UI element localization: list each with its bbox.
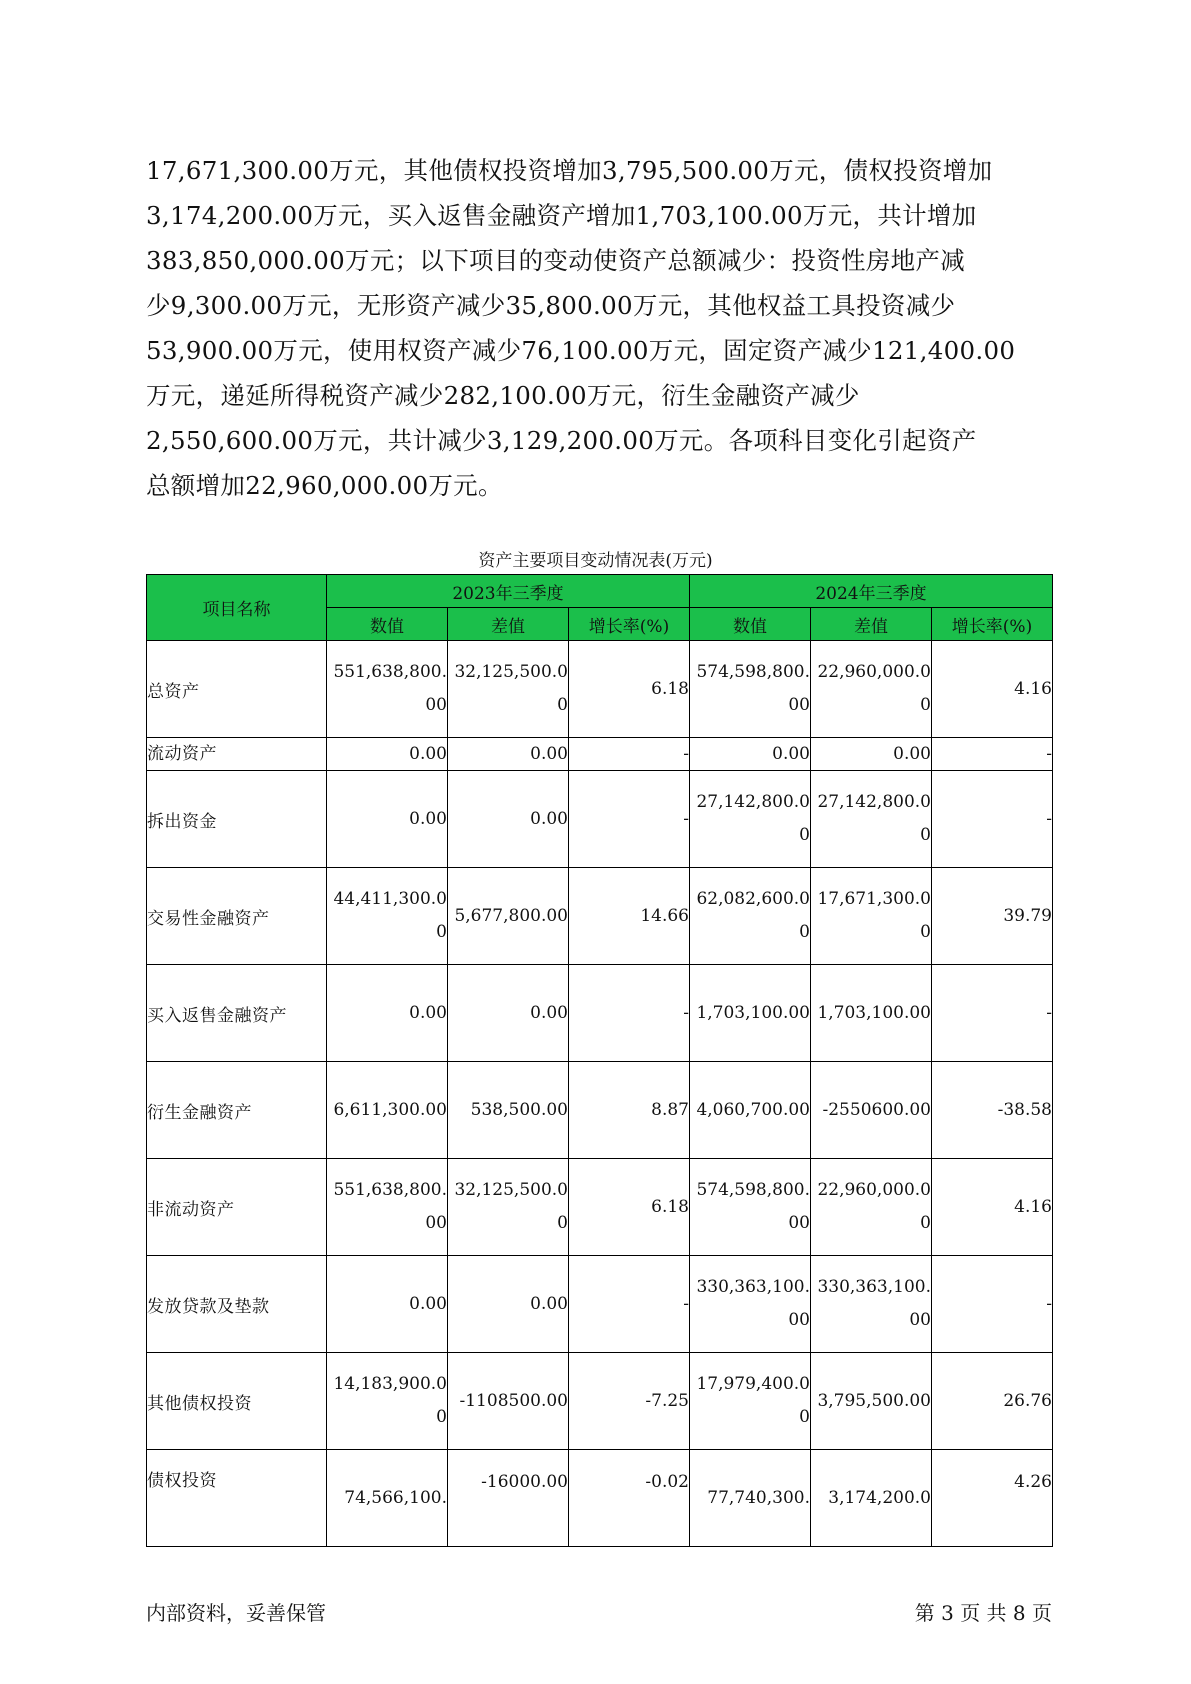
header-growth: 增长率(%) [569,608,690,641]
table-row [147,965,1053,1062]
paragraph-line: 53,900.00万元，使用权资产减少76,100.00万元，固定资产减少121,400.00 [146,336,1016,365]
value-2024: 27,142,800.00 [690,771,811,868]
growth-2023: - [569,771,690,868]
diff-2024: -2550600.00 [811,1062,932,1159]
diff-2023: -1108500.00 [448,1353,569,1450]
growth-2023: -0.02 [569,1450,690,1547]
diff-2023: 0.00 [448,1256,569,1353]
diff-2023: 538,500.00 [448,1062,569,1159]
value-2023: 0.00 [327,738,448,771]
table-row [147,1159,1053,1256]
footer-confidential-note: 内部资料，妥善保管 [146,1601,326,1625]
item-name: 交易性金融资产 [147,868,327,965]
diff-2023: 5,677,800.00 [448,868,569,965]
growth-2024: 4.26 [932,1450,1053,1547]
value-2023: 14,183,900.00 [327,1353,448,1450]
growth-2023: 8.87 [569,1062,690,1159]
item-name: 其他债权投资 [147,1353,327,1450]
header-item-name: 项目名称 [147,575,327,641]
diff-2024: 330,363,100.00 [811,1256,932,1353]
table-row [147,1450,1053,1547]
diff-2024: 3,795,500.00 [811,1353,932,1450]
body-paragraph [146,148,1052,508]
growth-2023: 6.18 [569,641,690,738]
item-name: 债权投资 [147,1450,327,1547]
header-growth: 增长率(%) [932,608,1053,641]
value-2024: 1,703,100.00 [690,965,811,1062]
header-value: 数值 [690,608,811,641]
value-2024: 77,740,300. [690,1450,811,1547]
diff-2023: 0.00 [448,965,569,1062]
paragraph-line: 3,174,200.00万元，买入返售金融资产增加1,703,100.00万元，共计增加 [146,201,977,230]
paragraph-line: 万元，递延所得税资产减少282,100.00万元，衍生金融资产减少 [146,381,860,410]
diff-2024: 27,142,800.00 [811,771,932,868]
growth-2023: 6.18 [569,1159,690,1256]
growth-2023: - [569,1256,690,1353]
value-2024: 62,082,600.00 [690,868,811,965]
item-name: 总资产 [147,641,327,738]
growth-2023: 14.66 [569,868,690,965]
header-period-2024: 2024年三季度 [690,575,1053,608]
table-row [147,738,1053,771]
table-row [147,641,1053,738]
growth-2023: - [569,965,690,1062]
paragraph-line: 383,850,000.00万元；以下项目的变动使资产总额减少：投资性房地产减 [146,246,966,275]
footer-page-number: 第 3 页 共 8 页 [914,1601,1052,1625]
value-2023: 74,566,100. [327,1450,448,1547]
diff-2023: -16000.00 [448,1450,569,1547]
header-value: 数值 [327,608,448,641]
item-name: 买入返售金融资产 [147,965,327,1062]
growth-2023: - [569,738,690,771]
value-2023: 6,611,300.00 [327,1062,448,1159]
value-2024: 0.00 [690,738,811,771]
paragraph-line: 2,550,600.00万元，共计减少3,129,200.00万元。各项科目变化引起资产 [146,426,977,455]
item-name: 发放贷款及垫款 [147,1256,327,1353]
growth-2024: -38.58 [932,1062,1053,1159]
paragraph-line: 总额增加22,960,000.00万元。 [146,471,503,500]
value-2023: 0.00 [327,965,448,1062]
table-row [147,1062,1053,1159]
growth-2024: - [932,1256,1053,1353]
value-2024: 330,363,100.00 [690,1256,811,1353]
growth-2024: 4.16 [932,641,1053,738]
growth-2024: - [932,738,1053,771]
item-name: 流动资产 [147,738,327,771]
table-row [147,1256,1053,1353]
value-2023: 44,411,300.00 [327,868,448,965]
item-name: 衍生金融资产 [147,1062,327,1159]
diff-2023: 32,125,500.00 [448,1159,569,1256]
table-row [147,868,1053,965]
diff-2024: 22,960,000.00 [811,1159,932,1256]
value-2024: 574,598,800.00 [690,1159,811,1256]
table-caption: 资产主要项目变动情况表(万元) [478,551,713,571]
header-diff: 差值 [448,608,569,641]
growth-2024: - [932,965,1053,1062]
growth-2024: - [932,771,1053,868]
table-row [147,771,1053,868]
value-2024: 574,598,800.00 [690,641,811,738]
value-2024: 17,979,400.00 [690,1353,811,1450]
value-2023: 551,638,800.00 [327,641,448,738]
header-diff: 差值 [811,608,932,641]
assets-change-table [146,574,1053,1547]
diff-2024: 17,671,300.00 [811,868,932,965]
growth-2024: 4.16 [932,1159,1053,1256]
paragraph-line: 17,671,300.00万元，其他债权投资增加3,795,500.00万元，债权投资增加 [146,156,993,185]
diff-2024: 1,703,100.00 [811,965,932,1062]
value-2023: 0.00 [327,771,448,868]
growth-2023: -7.25 [569,1353,690,1450]
value-2023: 551,638,800.00 [327,1159,448,1256]
diff-2024: 3,174,200.0 [811,1450,932,1547]
diff-2023: 0.00 [448,771,569,868]
value-2024: 4,060,700.00 [690,1062,811,1159]
table-row [147,1353,1053,1450]
value-2023: 0.00 [327,1256,448,1353]
growth-2024: 26.76 [932,1353,1053,1450]
item-name: 非流动资产 [147,1159,327,1256]
diff-2024: 22,960,000.00 [811,641,932,738]
growth-2024: 39.79 [932,868,1053,965]
diff-2023: 0.00 [448,738,569,771]
paragraph-line: 少9,300.00万元，无形资产减少35,800.00万元，其他权益工具投资减少 [146,291,956,320]
diff-2023: 32,125,500.00 [448,641,569,738]
item-name: 拆出资金 [147,771,327,868]
diff-2024: 0.00 [811,738,932,771]
header-period-2023: 2023年三季度 [327,575,690,608]
